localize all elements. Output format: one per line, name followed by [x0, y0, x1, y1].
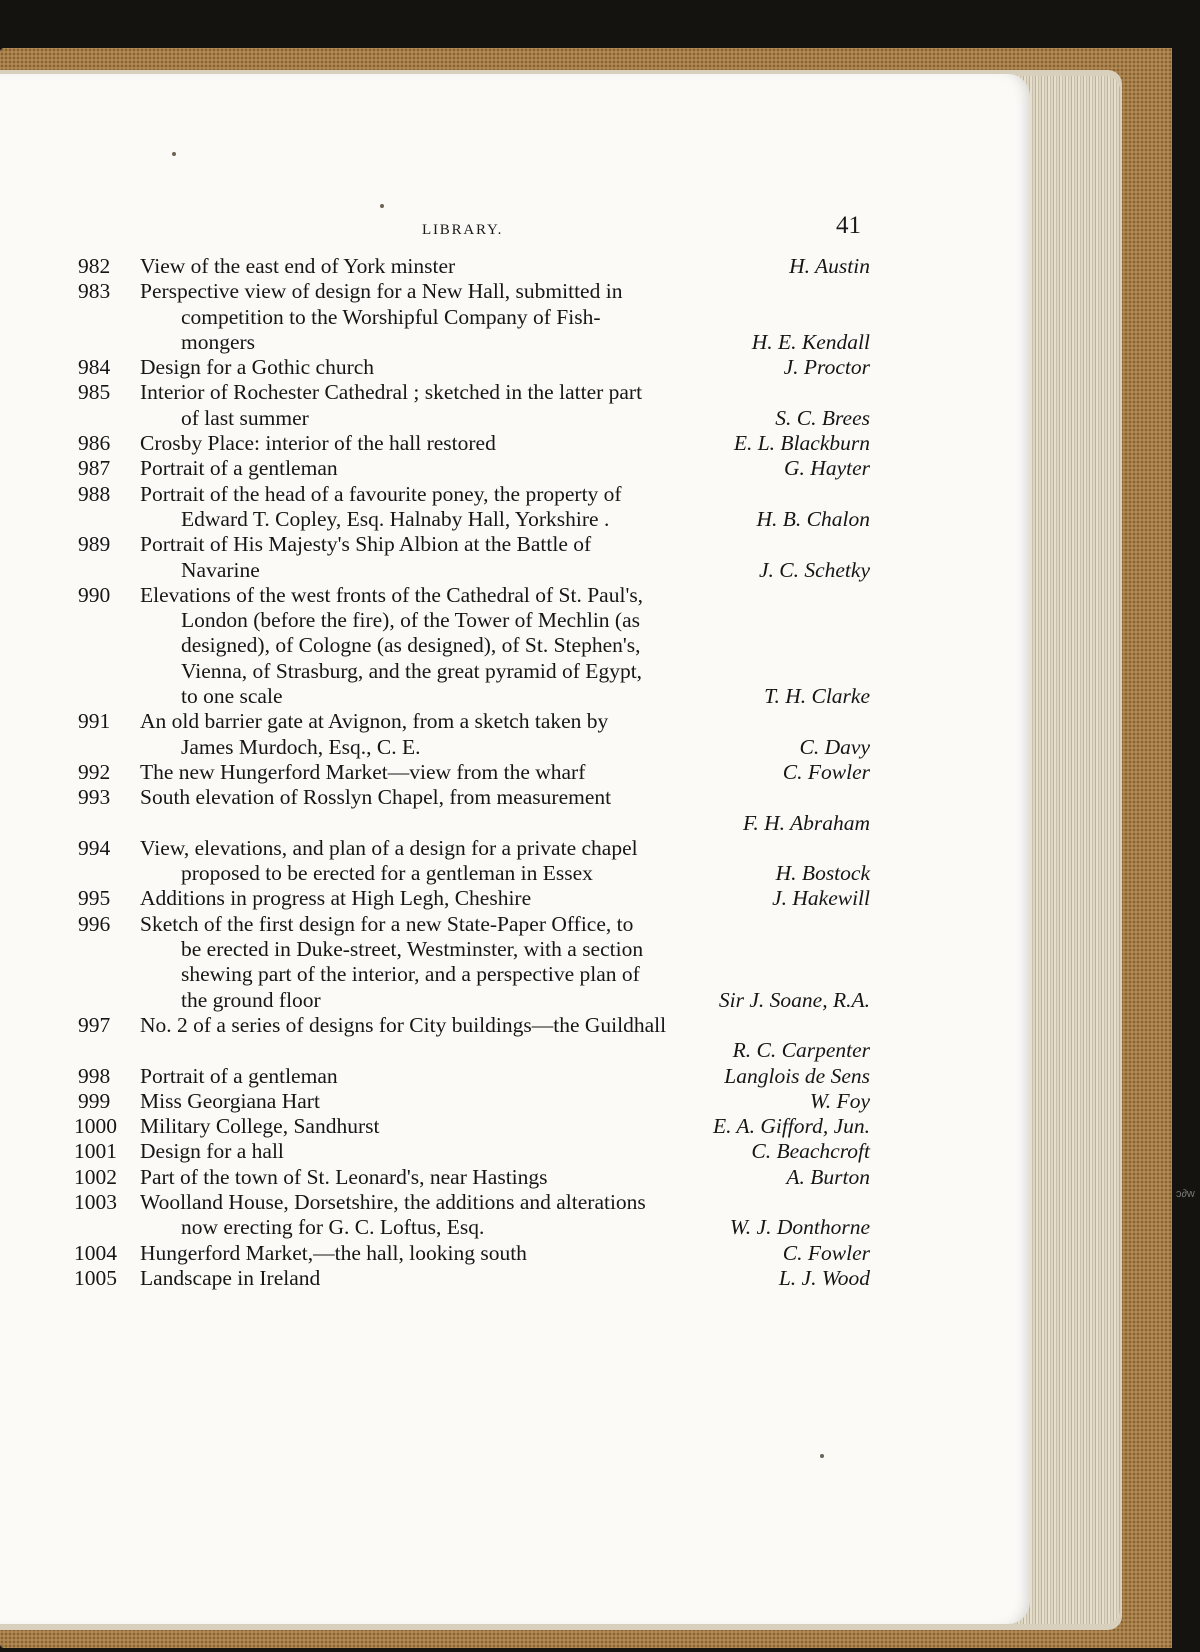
entry-line: [74, 1114, 870, 1139]
entry-text: the ground floor: [181, 987, 321, 1012]
entry-text: proposed to be erected for a gentleman in Essex: [181, 861, 593, 886]
entry-artist: H. E. Kendall: [751, 329, 870, 354]
entry-artist: W. J. Donthorne: [729, 1215, 870, 1240]
entry-line: [78, 1013, 870, 1038]
entry-text: Portrait of the head of a favourite poney, the property of: [140, 481, 622, 506]
entry-number: 993: [78, 785, 111, 810]
entry-artist: R. C. Carpenter: [732, 1038, 870, 1063]
entry-number: 989: [78, 532, 111, 557]
ink-speck: [820, 1454, 824, 1458]
entry-line: [74, 1240, 870, 1266]
entry-line: [78, 355, 870, 380]
entry-text: to one scale: [181, 684, 283, 709]
entry-artist: L. J. Wood: [778, 1265, 870, 1290]
entry-text: No. 2 of a series of designs for City buildings—the Guildhall: [140, 1012, 667, 1037]
entry-line: [78, 380, 870, 405]
entry-line: [78, 279, 870, 304]
entry-text: London (before the fire), of the Tower of Mechlin (as: [181, 608, 640, 633]
entry-line: [78, 988, 870, 1013]
entry-number: 992: [78, 759, 111, 784]
catalogue-entry: [78, 279, 870, 355]
entry-number: 1005: [74, 1265, 117, 1290]
entry-number: 996: [78, 911, 111, 936]
entry-artist: E. A. Gifford, Jun.: [712, 1114, 870, 1139]
entry-artist: J. Proctor: [783, 355, 870, 380]
catalogue-entry: [74, 1240, 870, 1266]
entry-line: [78, 406, 870, 431]
entry-text: mongers: [181, 329, 256, 354]
entry-artist: J. Hakewill: [772, 886, 870, 911]
entry-line: [78, 659, 870, 684]
entry-artist: C. Beachcroft: [751, 1139, 870, 1164]
entry-line: [78, 836, 870, 861]
entry-line: [78, 633, 870, 658]
entry-artist: H. Austin: [789, 254, 870, 278]
entry-line: [78, 482, 870, 507]
entry-line: [74, 1164, 870, 1190]
catalogue-entry: [78, 836, 870, 887]
entry-text: competition to the Worshipful Company of Fish-: [181, 304, 601, 329]
entry-artist: E. L. Blackburn: [733, 431, 870, 456]
entry-text: designed), of Cologne (as designed), of St. Stephen's,: [181, 633, 641, 658]
entry-text: Edward T. Copley, Esq. Halnaby Hall, Yorkshire .: [181, 506, 610, 531]
entry-line: [78, 709, 870, 734]
entry-text: Portrait of His Majesty's Ship Albion at the Battle of: [140, 532, 592, 557]
catalogue-entry: [78, 254, 870, 279]
entry-text: Sketch of the first design for a new State-Paper Office, to: [140, 911, 634, 936]
entry-artist: A. Burton: [786, 1164, 870, 1189]
entry-line: [74, 1265, 870, 1291]
catalogue-entry: [78, 709, 870, 760]
entry-text: View, elevations, and plan of a design for a private chapel: [140, 835, 638, 860]
entry-line: [78, 785, 870, 810]
entry-text: Design for a Gothic church: [140, 355, 375, 380]
entry-text: Hungerford Market,—the hall, looking south: [140, 1240, 527, 1265]
catalogue-entry: [78, 456, 870, 481]
entry-text: now erecting for G. C. Loftus, Esq.: [181, 1215, 485, 1240]
catalogue-list: [74, 254, 870, 1291]
page-header: [0, 210, 880, 250]
entry-number: 997: [78, 1012, 111, 1037]
catalogue-entry: [78, 785, 870, 836]
catalogue-entry: [78, 912, 870, 1013]
catalogue-entry: [78, 886, 870, 911]
catalogue-entry: [78, 1064, 870, 1089]
entry-line: [78, 811, 870, 836]
entry-line: [78, 886, 870, 911]
entry-artist: T. H. Clarke: [764, 684, 870, 709]
entry-text: Woolland House, Dorsetshire, the additions and alterations: [140, 1189, 646, 1214]
entry-number: 986: [78, 431, 111, 456]
catalogue-entry: [78, 1089, 870, 1114]
entry-line: [78, 532, 870, 557]
catalogue-entry: [74, 1265, 870, 1291]
entry-artist: C. Fowler: [782, 1240, 870, 1265]
entry-text: shewing part of the interior, and a perspective plan of: [181, 962, 640, 987]
entry-artist: C. Fowler: [782, 759, 870, 784]
catalogue-entry: [74, 1114, 870, 1139]
entry-text: An old barrier gate at Avignon, from a sketch taken by: [140, 709, 609, 734]
ink-speck: [172, 152, 176, 156]
entry-number: 1002: [74, 1164, 117, 1189]
entry-number: 1000: [74, 1114, 117, 1139]
catalogue-entry: [74, 1189, 870, 1241]
entry-line: [78, 254, 870, 279]
entry-text: Landscape in Ireland: [140, 1265, 321, 1290]
tab-mark: ↄ∂w: [1176, 1188, 1195, 1200]
entry-line: [78, 937, 870, 962]
catalogue-entry: [78, 380, 870, 431]
running-head: LIBRARY.: [422, 222, 504, 238]
entry-number: 995: [78, 886, 111, 911]
entry-artist: W. Foy: [809, 1088, 870, 1113]
entry-artist: J. C. Schetky: [758, 557, 870, 582]
entry-number: 1004: [74, 1240, 117, 1265]
entry-line: [78, 1064, 870, 1089]
catalogue-entry: [78, 760, 870, 785]
entry-number: 988: [78, 481, 111, 506]
entry-text: of last summer: [181, 405, 309, 430]
entry-text: View of the east end of York minster: [140, 254, 456, 278]
entry-line: [78, 608, 870, 633]
entry-artist: Sir J. Soane, R.A.: [718, 987, 870, 1012]
entry-line: [78, 1089, 870, 1114]
entry-artist: Langlois de Sens: [724, 1063, 870, 1088]
entry-line: [78, 962, 870, 987]
entry-text: be erected in Duke-street, Westminster, with a section: [181, 937, 644, 962]
entry-text: Crosby Place: interior of the hall restored: [140, 431, 496, 456]
entry-text: Part of the town of St. Leonard's, near Hastings: [140, 1164, 548, 1189]
catalogue-entry: [78, 355, 870, 380]
entry-line: [78, 583, 870, 608]
entry-text: Portrait of a gentleman: [140, 1063, 338, 1088]
entry-number: 983: [78, 279, 111, 304]
entry-artist: C. Davy: [799, 734, 870, 759]
catalogue-entry: [78, 431, 870, 456]
entry-line: [78, 305, 870, 330]
entry-text: Elevations of the west fronts of the Cathedral of St. Paul's,: [140, 582, 644, 607]
entry-number: 985: [78, 380, 111, 405]
entry-line: [78, 330, 870, 355]
entry-number: 998: [78, 1063, 111, 1088]
ink-speck: [380, 204, 384, 208]
entry-line: [78, 558, 870, 583]
catalogue-entry: [78, 532, 870, 583]
entry-text: James Murdoch, Esq., C. E.: [181, 734, 421, 759]
entry-text: South elevation of Rosslyn Chapel, from measurement: [140, 785, 612, 810]
entry-line: [78, 507, 870, 532]
entry-line: [78, 735, 870, 760]
entry-number: 999: [78, 1088, 111, 1113]
entry-artist: F. H. Abraham: [742, 810, 870, 835]
entry-line: [78, 456, 870, 481]
catalogue-entry: [74, 1139, 870, 1164]
entry-line: [78, 1215, 870, 1240]
entry-line: [78, 760, 870, 785]
entry-artist: H. Bostock: [775, 861, 870, 886]
entry-text: The new Hungerford Market—view from the wharf: [140, 759, 586, 784]
page-number: 41: [836, 212, 861, 239]
entry-line: [78, 1038, 870, 1063]
entry-number: 982: [78, 254, 111, 278]
catalogue-entry: [78, 583, 870, 709]
entry-number: 984: [78, 355, 111, 380]
entry-line: [78, 431, 870, 456]
entry-text: Military College, Sandhurst: [140, 1114, 380, 1139]
catalogue-entry: [78, 482, 870, 533]
entry-line: [78, 912, 870, 937]
entry-number: 994: [78, 835, 111, 860]
entry-text: Additions in progress at High Legh, Cheshire: [140, 886, 532, 911]
entry-text: Interior of Rochester Cathedral ; sketched in the latter part: [140, 380, 643, 405]
entry-number: 990: [78, 582, 111, 607]
entry-number: 987: [78, 456, 111, 481]
entry-artist: S. C. Brees: [775, 405, 870, 430]
entry-text: Vienna, of Strasburg, and the great pyramid of Egypt,: [181, 658, 643, 683]
entry-number: 1001: [74, 1139, 117, 1164]
entry-number: 991: [78, 709, 111, 734]
entry-artist: G. Hayter: [784, 456, 870, 481]
entry-line: [78, 684, 870, 709]
entry-artist: H. B. Chalon: [756, 506, 870, 531]
entry-line: [78, 861, 870, 886]
entry-text: Portrait of a gentleman: [140, 456, 338, 481]
entry-text: Design for a hall: [140, 1139, 284, 1164]
entry-text: Navarine: [181, 557, 260, 582]
catalogue-entry: [74, 1164, 870, 1190]
entry-line: [74, 1189, 870, 1215]
entry-line: [74, 1139, 870, 1164]
entry-text: Perspective view of design for a New Hall, submitted in: [140, 279, 623, 304]
entry-text: Miss Georgiana Hart: [140, 1088, 320, 1113]
catalogue-entry: [78, 1013, 870, 1064]
entry-number: 1003: [74, 1189, 117, 1214]
